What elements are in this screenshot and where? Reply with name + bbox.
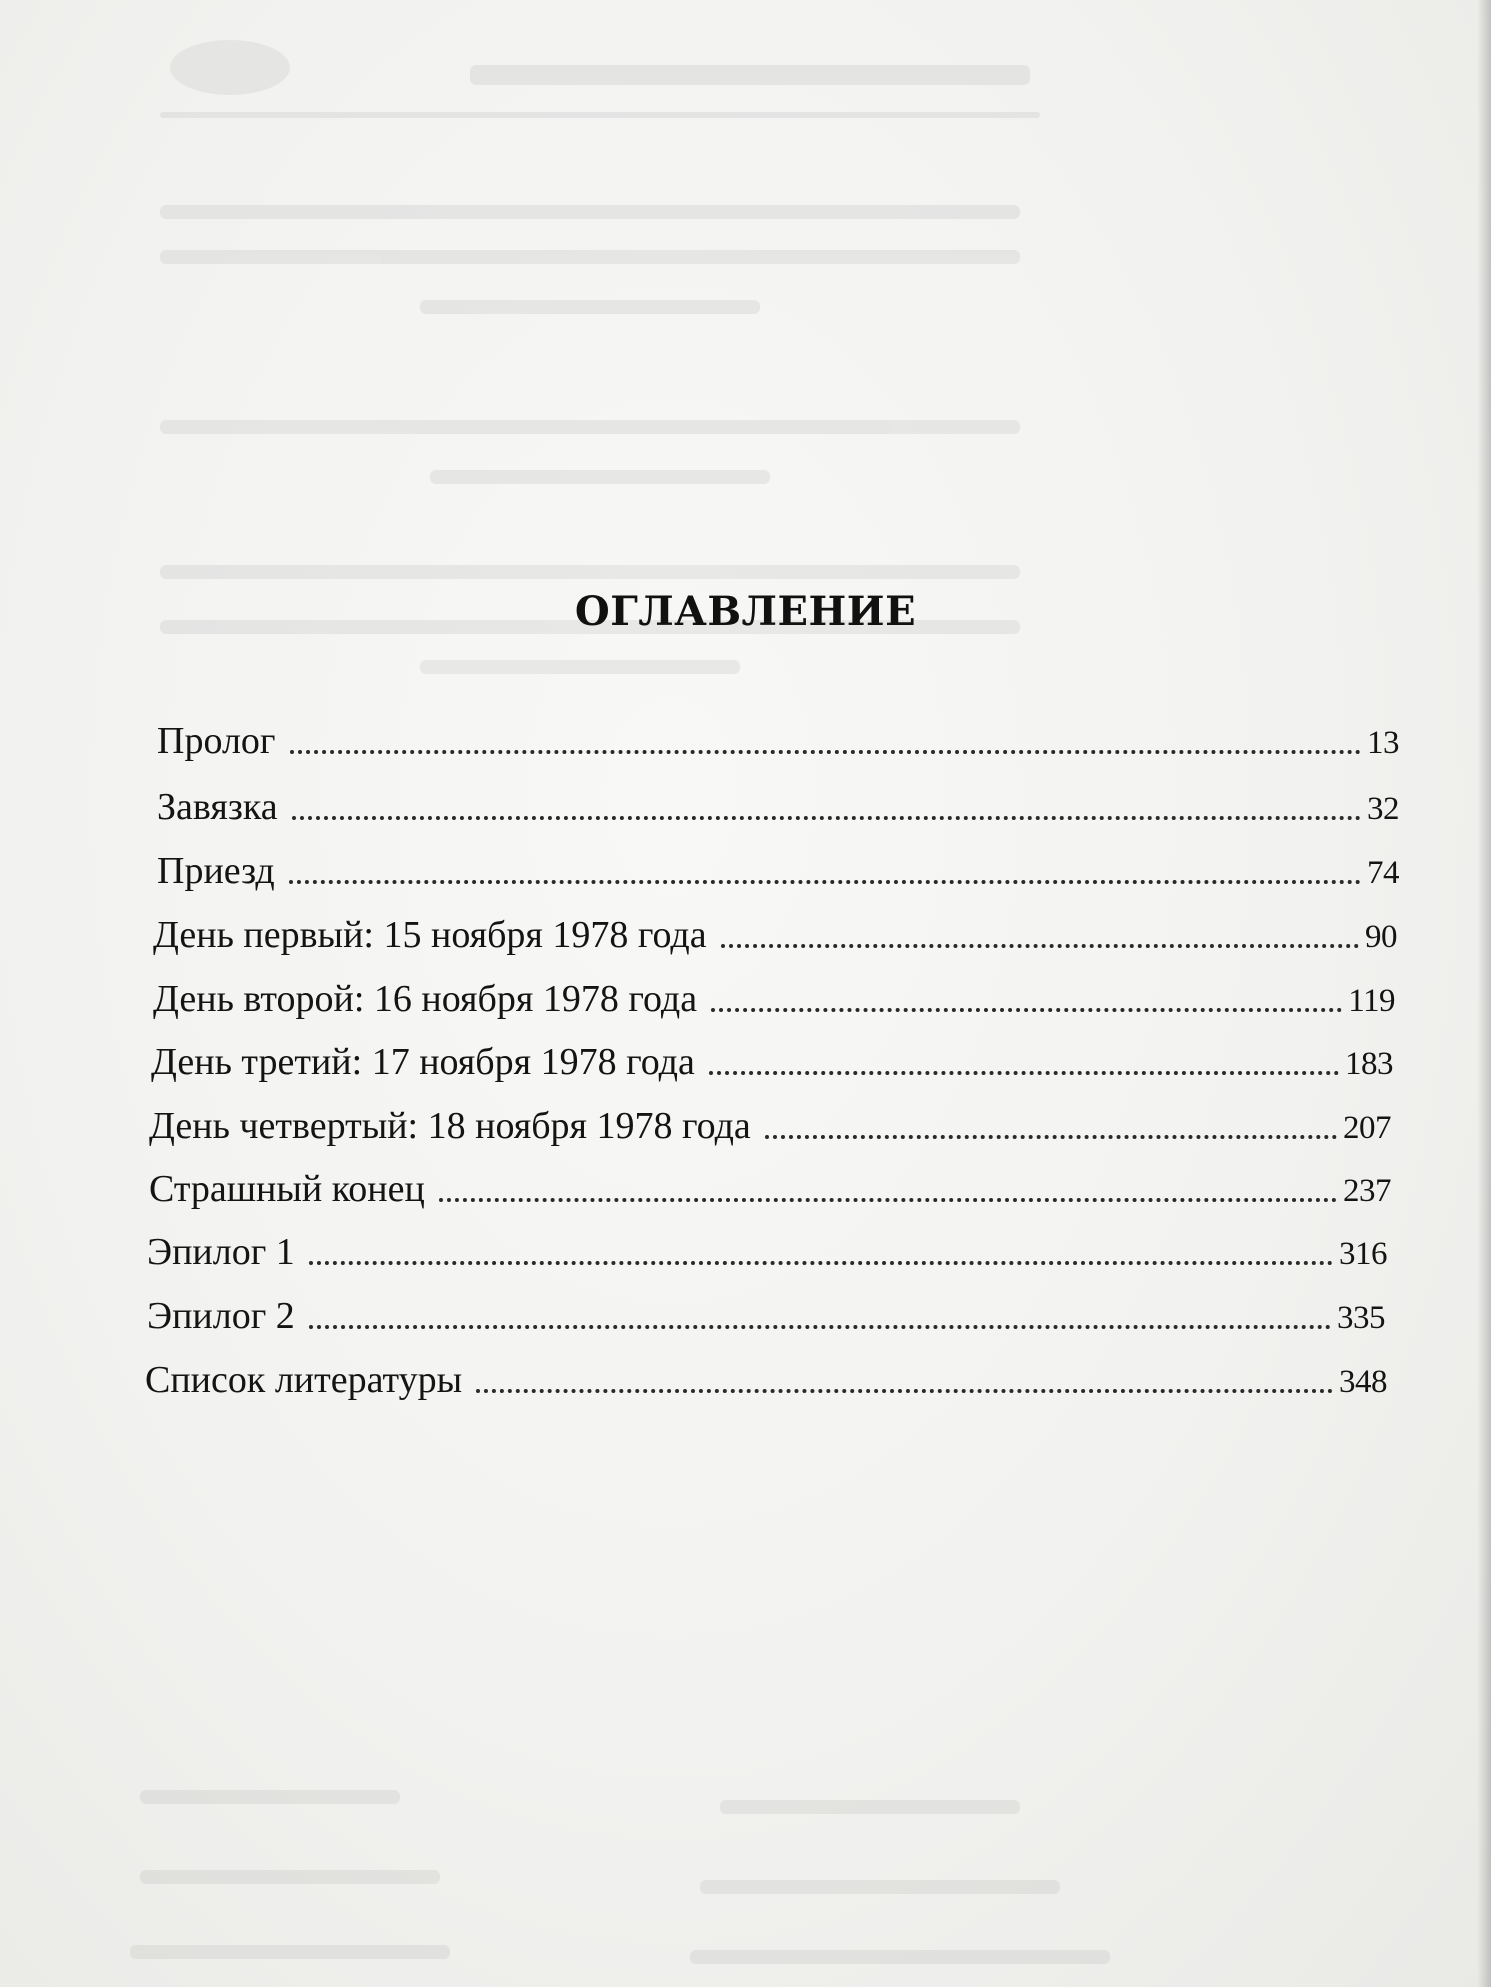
toc-entry-label: Завязка [157,786,278,828]
toc-entry-label: День первый: 15 ноября 1978 года [153,914,707,956]
toc-entry-page: 119 [1348,983,1395,1019]
dot-leader [289,880,1361,884]
dot-leader [290,750,1362,754]
dot-leader [309,1325,1331,1329]
toc-entry [147,1283,1385,1335]
toc-entry [149,1156,1391,1208]
dot-leader [711,1008,1342,1012]
toc-entry-page: 348 [1339,1364,1387,1400]
toc-title: ОГЛАВЛЕНИЕ [574,588,917,635]
dot-leader [309,1261,1333,1265]
toc-entry-page: 237 [1343,1173,1391,1209]
toc-entry-label: Страшный конец [149,1168,425,1210]
toc-entry-page: 32 [1367,791,1399,827]
toc-entry-label: День второй: 16 ноября 1978 года [153,978,698,1020]
toc-entry-page: 183 [1345,1046,1393,1082]
toc-entry-label: Эпилог 2 [147,1295,295,1337]
toc-entry-page: 13 [1367,725,1399,761]
toc-entry-label: День третий: 17 ноября 1978 года [151,1041,695,1083]
toc-entry [147,1219,1387,1271]
dot-leader [476,1389,1333,1393]
toc-entry [153,902,1397,954]
toc-entry-label: Список литературы [145,1359,463,1401]
toc-entry-page: 90 [1365,919,1397,955]
dot-leader [292,816,1361,820]
toc-entry-page: 335 [1337,1300,1385,1336]
dot-leader [765,1135,1337,1139]
toc-entry [157,838,1399,890]
toc-entry [149,1093,1391,1145]
page-edge-shadow [1477,0,1491,1987]
toc-entry-label: День четвертый: 18 ноября 1978 года [149,1105,751,1147]
toc-entry [157,708,1399,760]
toc-entry [153,966,1395,1018]
toc-entry-page: 207 [1343,1110,1391,1146]
toc-entry-page: 316 [1339,1236,1387,1272]
toc-entry [151,1029,1393,1081]
toc-entry [145,1347,1387,1399]
toc-entry-label: Приезд [157,850,275,892]
toc-entry [157,774,1399,826]
toc-entry-label: Эпилог 1 [147,1231,295,1273]
dot-leader [439,1198,1337,1202]
toc-entry-label: Пролог [157,720,276,762]
toc-entry-page: 74 [1367,855,1399,891]
dot-leader [709,1071,1339,1075]
dot-leader [721,944,1359,948]
